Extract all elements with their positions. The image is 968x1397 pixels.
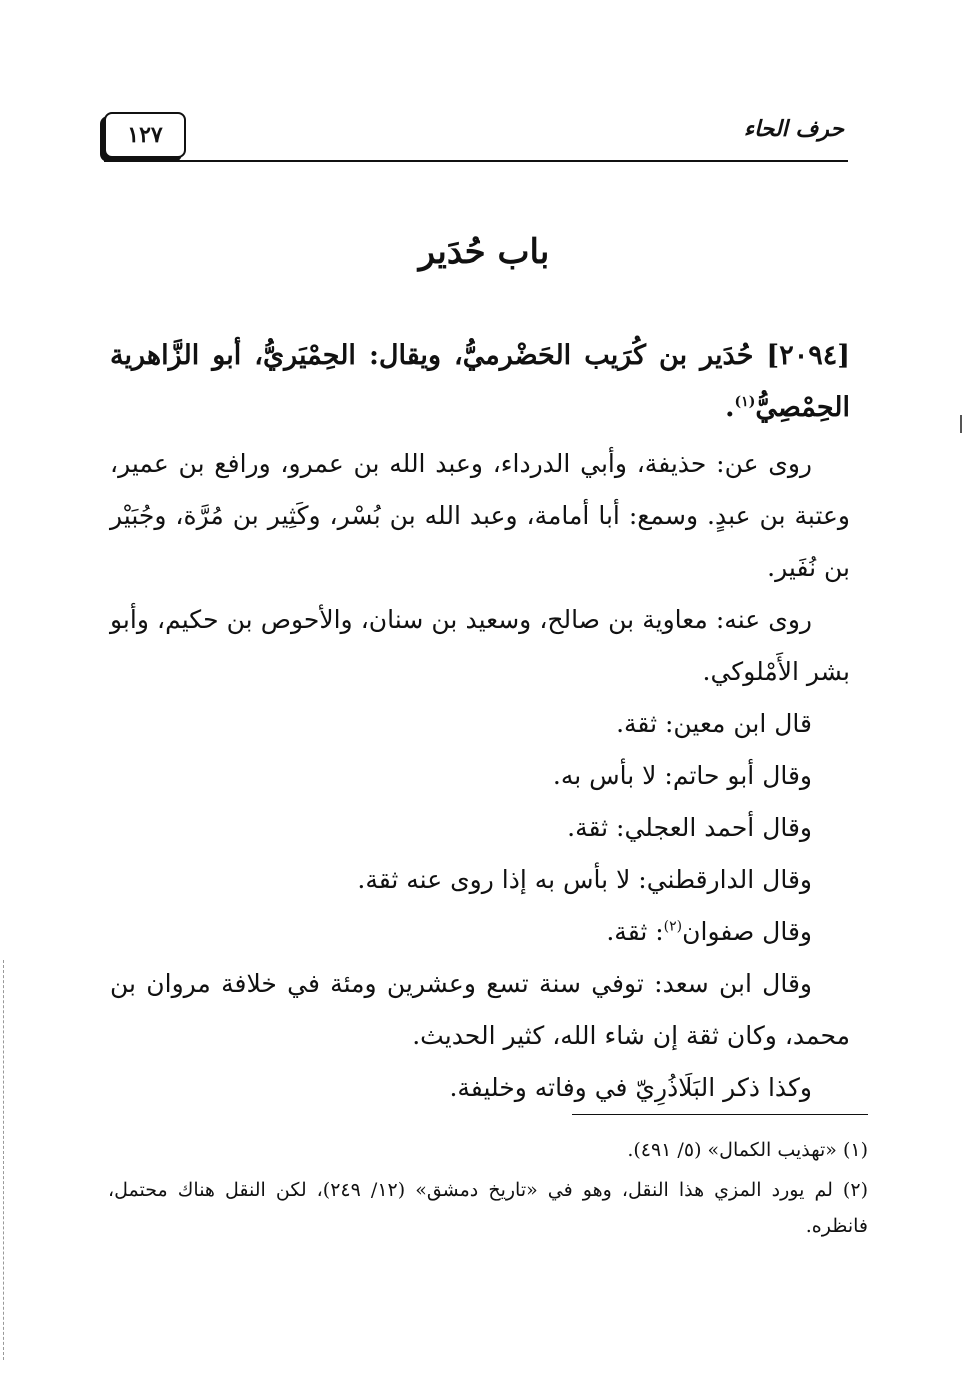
footnote-ref-2: (٢) — [663, 918, 683, 935]
entry-heading — [110, 330, 850, 434]
running-title: حرف الحاء — [743, 116, 844, 142]
ijli-statement: وقال أحمد العجلي: ثقة. — [567, 813, 812, 842]
chapter-title: باب حُدَير — [418, 232, 550, 272]
page-header — [102, 112, 848, 164]
ibn-main-statement: قال ابن معين: ثقة. — [616, 709, 812, 738]
scan-edge-mark — [960, 415, 962, 433]
narrated-by-paragraph: روى عنه: معاوية بن صالح، وسعيد بن سنان، والأحوص بن حكيم، وأبو بشر الأَمْلوكي. — [110, 605, 850, 686]
narrated-from-paragraph: روى عن: حذيفة، وأبي الدرداء، وعبد الله بن عمرو، ورافع بن عمير، وعتبة بن عبدٍ. وسمع: أبا أمامة، وعبد الله بن بُسْر، وكَثِير بن مُرَّة، وجُبَيْر بن نُفَير. — [110, 449, 850, 582]
footnote-ref-1: (١) — [734, 394, 756, 410]
baladhuri-statement: وكذا ذكر البَلَاذُرِيّ في وفاته وخليفة. — [449, 1073, 812, 1102]
header-rule — [104, 160, 848, 162]
footnotes — [108, 1132, 868, 1248]
footnote-2: (٢) لم يورد المزي هذا النقل، وهو في «تاريخ دمشق» (١٢/ ٢٤٩)، لكن النقل هناك محتمل، فانظره. — [108, 1179, 868, 1237]
safwan-text-end: : ثقة. — [606, 917, 664, 946]
scan-margin-marks — [3, 960, 6, 1360]
entry-heading-end: . — [725, 392, 735, 423]
entry-body — [110, 330, 850, 1114]
safwan-statement — [110, 906, 850, 958]
entry-heading-text: [٢٠٩٤] حُدَير بن كُرَيب الحَضْرميُّ، ويقال: الحِمْيَريُّ، أبو الزَّاهرية الحِمْصِيُّ — [110, 340, 850, 423]
ibn-saad-paragraph: وقال ابن سعد: توفي سنة تسع وعشرين ومئة في خلافة مروان بن محمد، وكان ثقة إن شاء الله، كثير الحديث. — [110, 969, 850, 1050]
page-number: ١٢٧ — [104, 112, 186, 158]
footnote-1: (١) «تهذيب الكمال» (٥/ ٤٩١). — [627, 1139, 868, 1161]
abu-hatim-statement: وقال أبو حاتم: لا بأس به. — [552, 761, 812, 790]
footnote-rule — [572, 1114, 868, 1115]
safwan-text: وقال صفوان — [682, 917, 812, 946]
daraqutni-statement: وقال الدارقطني: لا بأس به إذا روى عنه ثقة. — [357, 865, 812, 894]
